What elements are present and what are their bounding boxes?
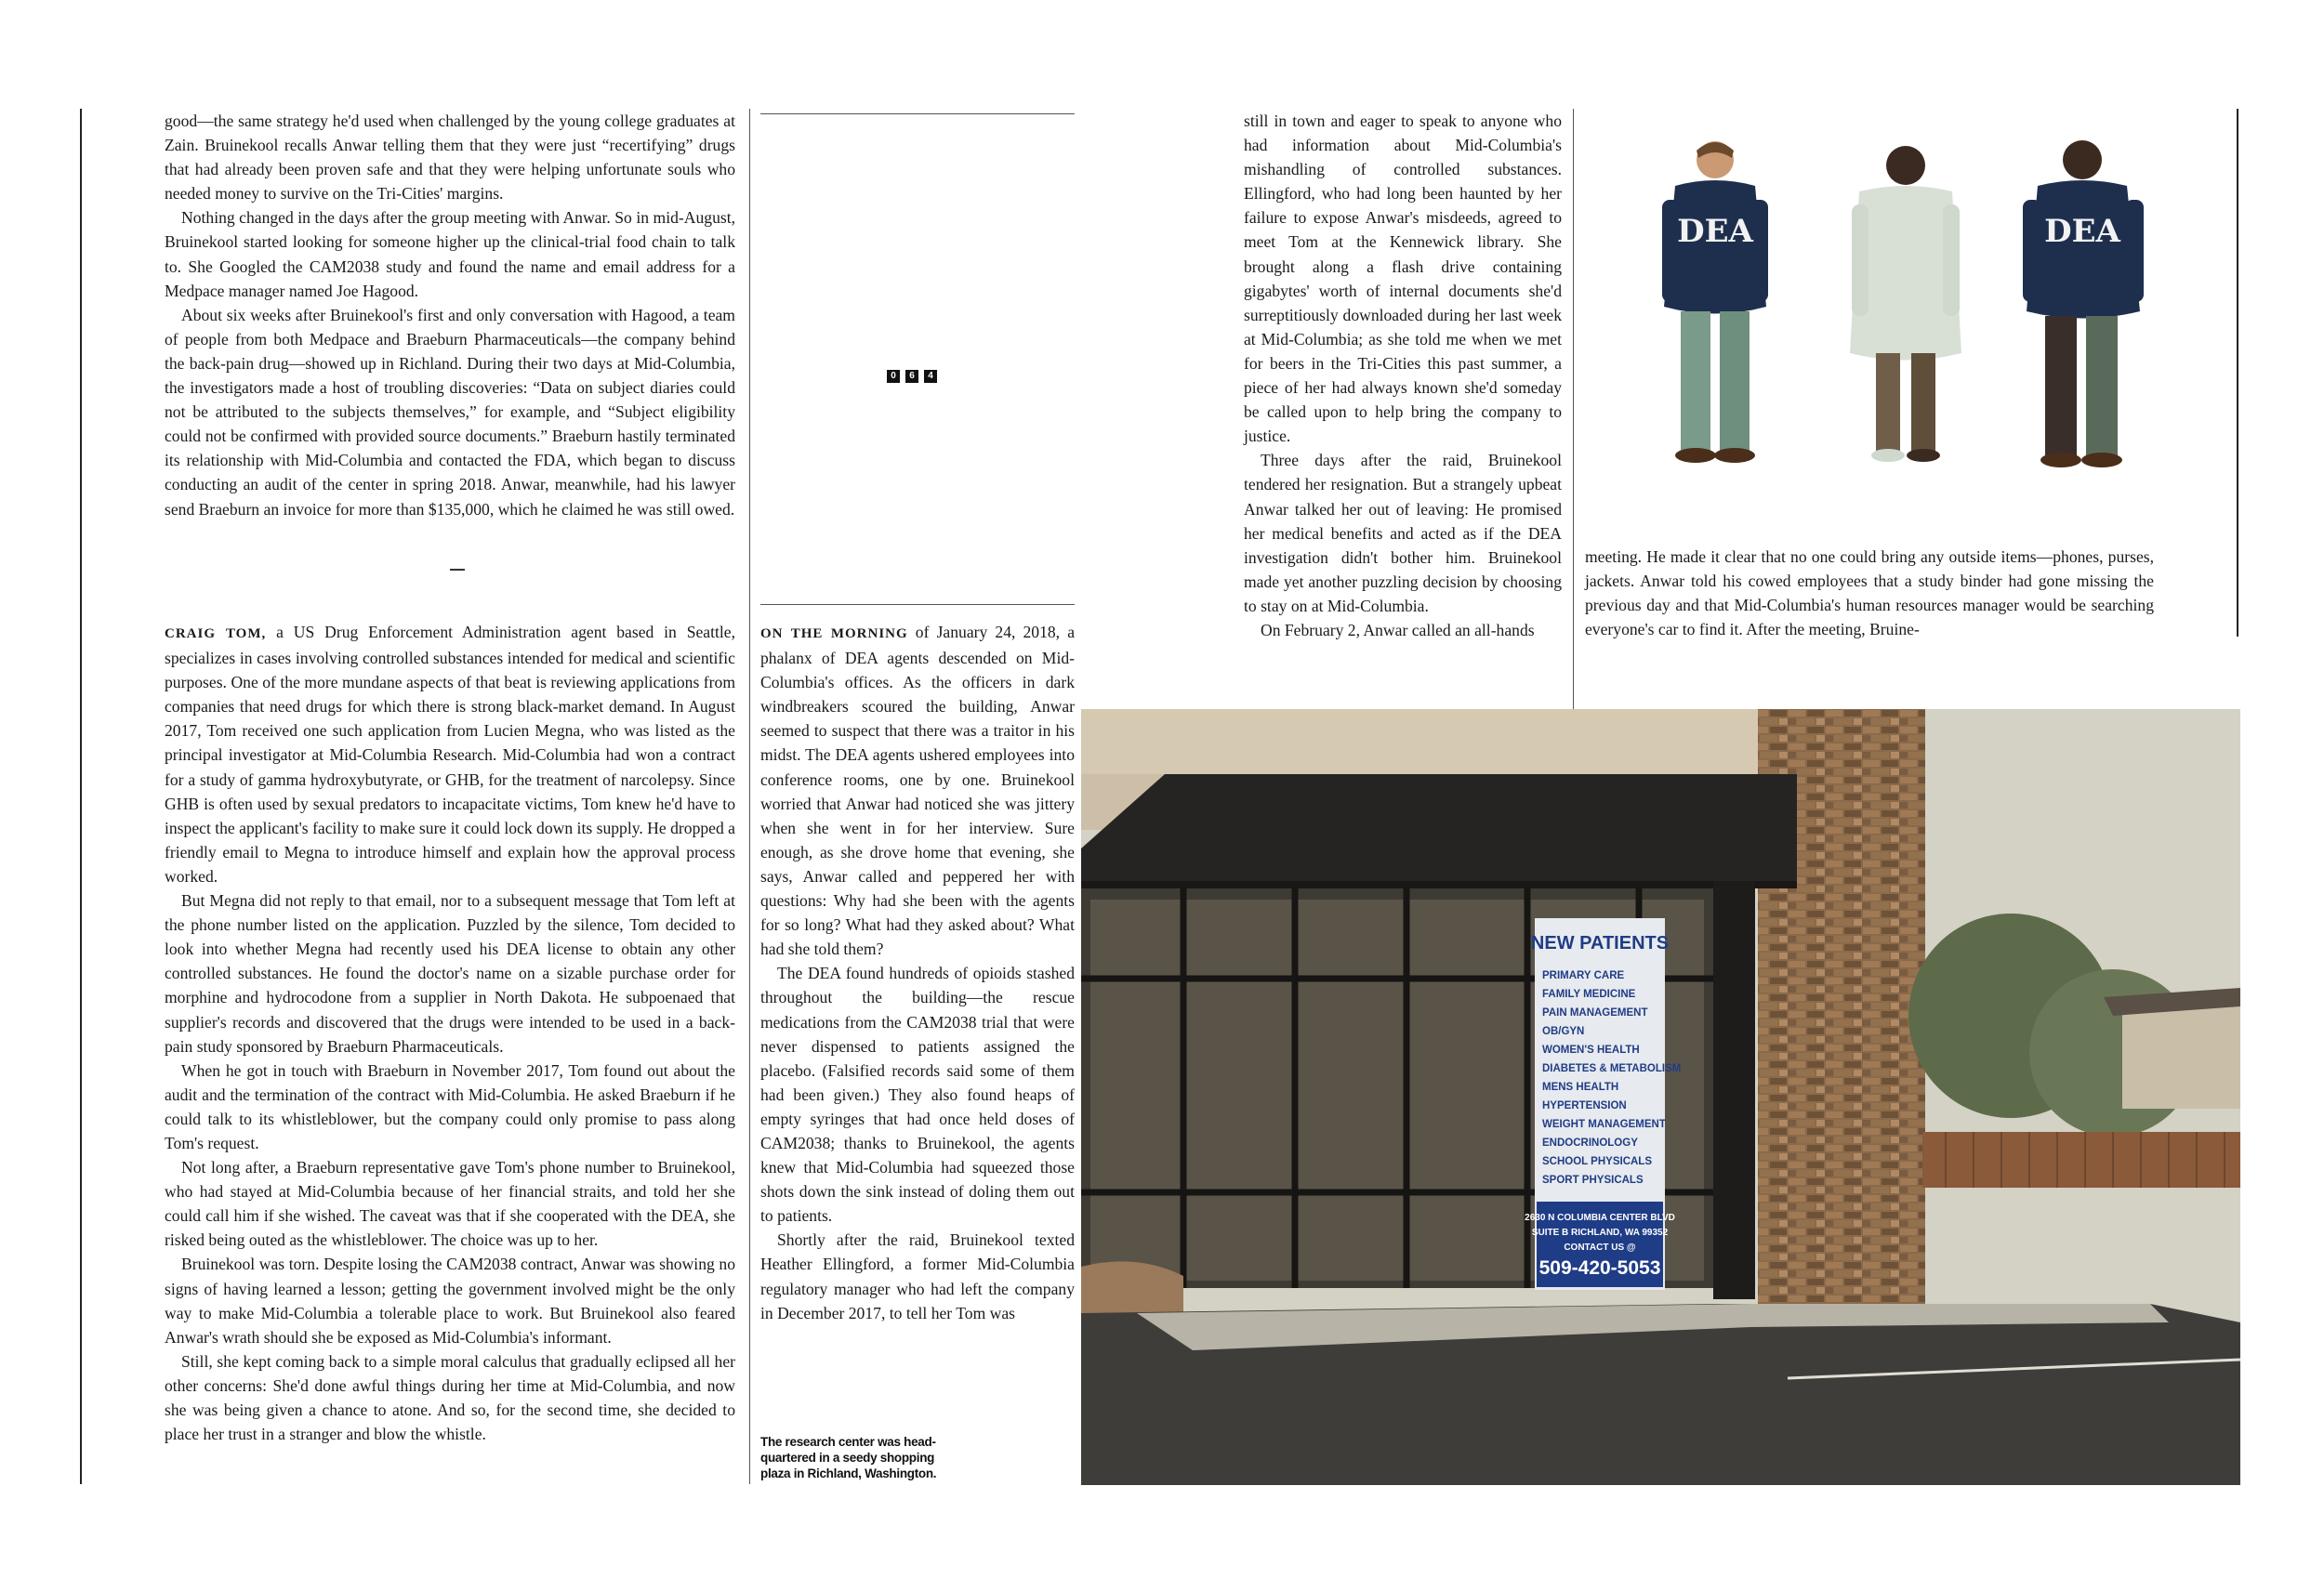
column-rule-1 [749, 109, 750, 1484]
sign-contact: CONTACT US @ [1564, 1243, 1636, 1253]
paragraph-lead [165, 620, 735, 888]
column-3 [1244, 109, 1562, 642]
sign-title: NEW PATIENTS [1530, 933, 1670, 953]
agent-figure [1662, 141, 1768, 463]
paragraph: Shortly after the raid, Bruinekool texted Heather Ellingford, a former Mid-Columbia regulatory manager who had left the company in December 2017, to tell her Tom was [760, 1230, 1075, 1322]
sign-service: OB/GYN [1542, 1026, 1585, 1037]
doctor-figure [1850, 146, 1961, 462]
paragraph: still in town and eager to speak to anyone who had information about Mid-Columbia's mishandling of controlled substances. Ellingford, who had long been haunted by her failure to expose Anwar's misdeeds, agreed to meet Tom at the Kennewick library. She brought along a flash drive containing gigabytes' worth of internal documents she'd surreptitiously downloaded during her last week at Mid-Columbia; as she told me when we met for beers in the Tri-Cities this past summer, a piece of her had always known she'd someday be called upon to help bring the company to justice. [1244, 112, 1562, 446]
sign-service: FAMILY MEDICINE [1542, 989, 1636, 1000]
page-number [887, 370, 937, 383]
page-number-digit: 4 [924, 370, 937, 383]
jacket-label: DEA [2044, 213, 2120, 250]
paragraph: When he got in touch with Braeburn in November 2017, Tom found out about the audit and the termination of the contract with Mid-Columbia. He asked Braeburn if he could talk to its whistleblower, but the company could only promise to pass along Tom's request. [165, 1060, 735, 1152]
column-2 [760, 620, 1075, 1325]
paragraph: The DEA found hundreds of opioids stashed throughout the building—the rescue medications from the CAM2038 trial that were never dispensed to patients assigned the placebo. (Falsified records said some of them had been given.) They also found heaps of empty syringes that had once held doses of CAM2038; thanks to Bruinekool, the agents knew that Mid-Columbia had squeezed those shots down the sink instead of doling them out to patients. [760, 964, 1075, 1226]
paragraph: On February 2, Anwar called an all-hands [1261, 620, 1535, 639]
sign-address: SUITE B RICHLAND, WA 99352 [1531, 1228, 1669, 1238]
paragraph: Bruinekool was torn. Despite losing the CAM2038 contract, Anwar was showing no signs of having learned a lesson; getting the government involved might be the only way to make Mid-Columbia a tolerable place to work. But Bruinekool also feared Anwar's wrath should she be exposed as Mid-Columbia's informant. [165, 1255, 735, 1347]
column-top-rule [760, 113, 1075, 114]
sign-service: MENS HEALTH [1542, 1082, 1619, 1093]
paragraph: Three days after the raid, Bruinekool tendered her resignation. But a strangely upbeat Anwar talked her out of leaving: He promised her medical benefits and acted as if the DEA investigation didn't bother him. Bruinekool made yet another puzzling decision by choosing to stay on at Mid-Columbia. [1244, 451, 1562, 615]
sign-service: ENDOCRINOLOGY [1542, 1137, 1638, 1149]
paragraph-text: a US Drug Enforcement Administration agent based in Seattle, specializes in cases involving controlled substances intended for medical and scientific purposes. One of the more mundane aspects of that beat is reviewing applications from companies that need drugs for which there is strong black-market demand. In August 2017, Tom received one such application from Lucien Megna, who was listed as the principal investigator at Mid-Columbia Research. Mid-Columbia had won a contract for a study of gamma hydroxybutyrate, or GHB, for the treatment of narcolepsy. Since GHB is often used by sexual predators to incapacitate victims, Tom knew he'd have to inspect the applicant's facility to make sure it could lock down its supply. He dropped a friendly email to Megna to introduce himself and explain how the approval process worked. [165, 623, 735, 886]
sign-service: PAIN MANAGEMENT [1542, 1007, 1648, 1019]
column-1-upper [165, 109, 735, 521]
paragraph-lead [760, 620, 1075, 961]
dea-agents-illustration [1627, 130, 2185, 483]
column-4 [1585, 545, 2154, 641]
column-mid-rule [760, 604, 1075, 605]
paragraph: good—the same strategy he'd used when challenged by the young college graduates at Zain. Bruinekool recalls Anwar telling them that they were just “recertifying” drugs that had already been proven safe and that they were helping unfortunate souls who needed money to survive on the Tri-Cities' margins. [165, 112, 735, 204]
paragraph-text: of January 24, 2018, a phalanx of DEA agents descended on Mid-Columbia's offices. As the officers in dark windbreakers scoured the building, Anwar seemed to suspect that there was a traitor in his midst. The DEA agents ushered employees into conference rooms, one by one. Bruinekool worried that Anwar had noticed she was jittery when she went in for her interview. Sure enough, as she drove home that evening, she says, Anwar called and peppered her with questions: Why had she been with the agents for so long? What had they asked about? What had she told them? [760, 623, 1076, 959]
photo-caption: The research center was head-quartered in a seedy shopping plaza in Richland, Washington. [760, 1435, 937, 1480]
column-1-lower [165, 620, 735, 1446]
sign-service: WEIGHT MANAGEMENT [1542, 1119, 1666, 1130]
sign-service: DIABETES & METABOLISM [1542, 1063, 1682, 1074]
left-margin-rule [80, 109, 82, 1484]
paragraph: Still, she kept coming back to a simple moral calculus that gradually eclipsed all her other concerns: She'd done awful things during her time at Mid-Columbia, and now she was being given a chance to atone. And so, for the second time, she decided to place her trust in a stranger and blow the whistle. [165, 1351, 735, 1444]
column-rule-2 [1573, 109, 1574, 711]
sign-phone: 509-420-5053 [1538, 1257, 1661, 1279]
lead-in: CRAIG TOM, [165, 626, 267, 641]
paragraph: But Megna did not reply to that email, nor to a subsequent message that Tom left at the phone number listed on the application. Puzzled by the silence, Tom decided to look into whether Megna had recently used his DEA license to obtain any other controlled substances. He found the doctor's name on a sizable purchase order for morphine and hydrocodone from a supplier in North Dakota. He subpoenaed that supplier's records and discovered that the drugs were intended to be used in a back-pain study sponsored by Braeburn Pharmaceuticals. [165, 891, 735, 1056]
paragraph: Not long after, a Braeburn representative gave Tom's phone number to Bruinekool, who had stayed at Mid-Columbia because of her financial straits, and told her she could call him if she wished. The caveat was that if she cooperated with the DEA, she risked being outed as the whistleblower. The choice was up to her. [165, 1158, 735, 1250]
sign-service: PRIMARY CARE [1542, 970, 1625, 981]
sign-service: HYPERTENSION [1542, 1100, 1627, 1111]
sign-service: WOMEN'S HEALTH [1542, 1045, 1640, 1056]
paragraph: meeting. He made it clear that no one could bring any outside items—phones, purses, jackets. Anwar told his cowed employees that a study binder had gone missing the previous day and that Mid-Columbia's human resources manager would be searching everyone's car to find it. After the meeting, Bruine- [1585, 547, 2154, 639]
right-margin-rule [2237, 109, 2238, 637]
section-divider [450, 569, 465, 571]
sign-address: 2630 N COLUMBIA CENTER BLVD [1525, 1213, 1675, 1223]
lead-in: ON THE MORNING [760, 626, 908, 641]
page-number-digit: 6 [905, 370, 918, 383]
storefront-photo [1081, 709, 2240, 1485]
jacket-label: DEA [1677, 213, 1753, 250]
agent-figure [2023, 140, 2144, 467]
sign-service: SCHOOL PHYSICALS [1542, 1156, 1652, 1167]
sign-service: SPORT PHYSICALS [1542, 1175, 1644, 1186]
paragraph: About six weeks after Bruinekool's first and only conversation with Hagood, a team of people from both Medpace and Braeburn Pharmaceuticals—the company behind the back-pain drug—showed up in Richland. During their two days at Mid-Columbia, the investigators made a host of troubling discoveries: “Data on subject diaries could not be attributed to the subjects themselves,” for example, and “Subject eligibility could not be confirmed with provided source documents.” Braeburn hastily terminated its relationship with Mid-Columbia and contacted the FDA, which began to discuss conducting an audit of the center in spring 2018. Anwar, meanwhile, had his lawyer send Braeburn an invoice for more than $135,000, which he claimed he was still owed. [165, 305, 735, 519]
paragraph: Nothing changed in the days after the group meeting with Anwar. So in mid-August, Bruinekool started looking for someone higher up the clinical-trial food chain to talk to. She Googled the CAM2038 study and found the name and email address for a Medpace manager named Joe Hagood. [165, 208, 735, 300]
page-number-digit: 0 [887, 370, 900, 383]
